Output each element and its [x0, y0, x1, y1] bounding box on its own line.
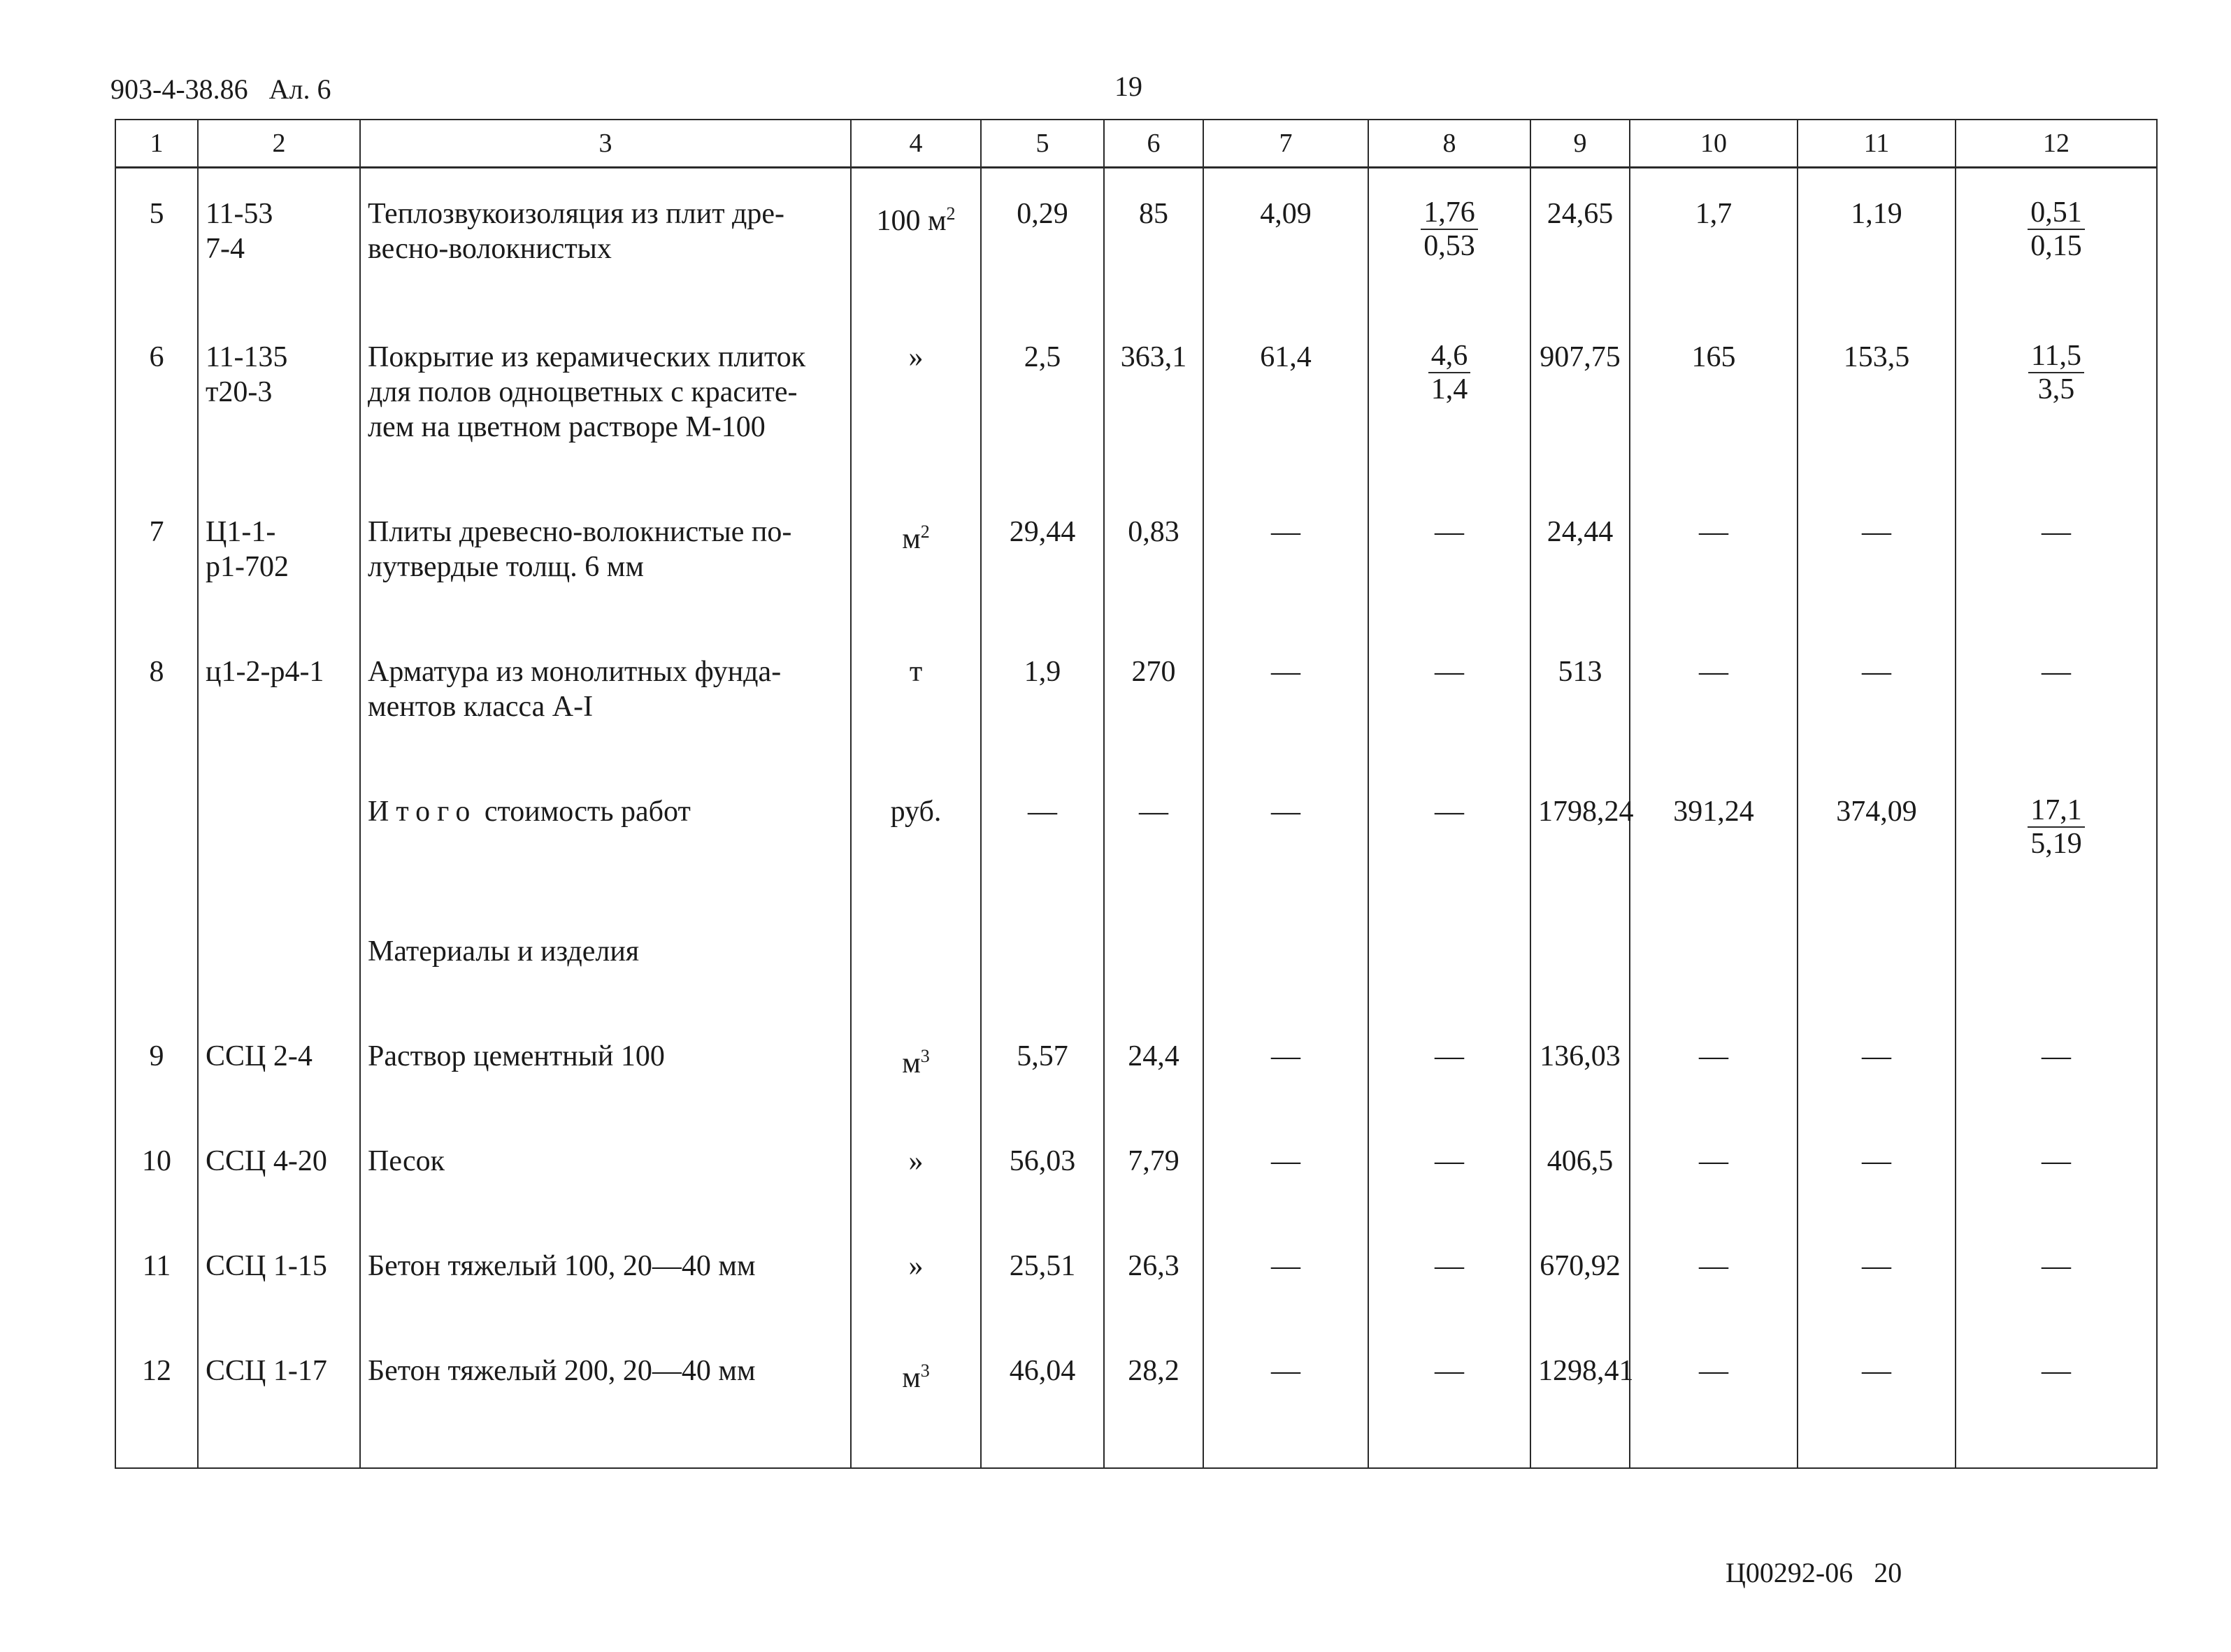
column-number-header	[115, 120, 2157, 168]
table-row	[115, 312, 2157, 487]
total-label: Итого стоимость работ	[360, 766, 851, 906]
col-header: 5	[981, 120, 1104, 168]
col-10: —	[1630, 1116, 1798, 1221]
total-cost: 907,75	[1530, 312, 1630, 487]
rate-code: Ц1-1- р1-702	[198, 487, 360, 626]
col-7: 61,4	[1203, 312, 1368, 487]
col-8	[1368, 168, 1530, 312]
col-7: —	[1203, 1221, 1368, 1326]
total-row	[115, 766, 2157, 906]
quantity: 0,29	[981, 168, 1104, 312]
quantity: 2,5	[981, 312, 1104, 487]
quantity: 56,03	[981, 1116, 1104, 1221]
section-title: Материалы и изделия	[360, 906, 851, 1011]
col-8: —	[1368, 766, 1530, 906]
unit: $м^2$	[851, 487, 981, 626]
col-header: 11	[1798, 120, 1956, 168]
quantity: 1,9	[981, 626, 1104, 766]
material-name: Бетон тяжелый 100, 20—40 мм	[360, 1221, 851, 1326]
col-header: 4	[851, 120, 981, 168]
col-header: 9	[1530, 120, 1630, 168]
col-8: —	[1368, 1326, 1530, 1468]
fraction: $\frac{17,1}{5,19}$	[2028, 794, 2085, 860]
col-10: —	[1630, 1011, 1798, 1116]
row-number: 5	[115, 168, 198, 312]
unit-cost: —	[1104, 766, 1203, 906]
col-7: —	[1203, 1116, 1368, 1221]
col-header: 7	[1203, 120, 1368, 168]
col-11: —	[1798, 487, 1956, 626]
rate-code: 11-135 т20-3	[198, 312, 360, 487]
total-cost: 1798,24	[1530, 766, 1630, 906]
fraction: $\frac{4,6}{1,4}$	[1428, 340, 1471, 405]
row-number: 8	[115, 626, 198, 766]
quantity: 5,57	[981, 1011, 1104, 1116]
rate-code: ССЦ 1-15	[198, 1221, 360, 1326]
col-11: 374,09	[1798, 766, 1956, 906]
row-number: 7	[115, 487, 198, 626]
col-7: 4,09	[1203, 168, 1368, 312]
section-row	[115, 906, 2157, 1011]
material-name: Песок	[360, 1116, 851, 1221]
total-cost: 670,92	[1530, 1221, 1630, 1326]
fraction: $\frac{0,51}{0,15}$	[2028, 196, 2085, 262]
col-header: 8	[1368, 120, 1530, 168]
unit-cost: 26,3	[1104, 1221, 1203, 1326]
row-number: 9	[115, 1011, 198, 1116]
unit: 100 $м^2$	[851, 168, 981, 312]
col-header: 10	[1630, 120, 1798, 168]
rate-code: 11-53 7-4	[198, 168, 360, 312]
col-7: —	[1203, 766, 1368, 906]
rate-code: ССЦ 2-4	[198, 1011, 360, 1116]
table-row	[115, 1116, 2157, 1221]
work-name: Покрытие из керамических плиток для полов одноцветных с красите- лем на цветном растворе М-100	[360, 312, 851, 487]
page-number: 19	[1114, 71, 1142, 102]
estimate-table	[115, 119, 2158, 1469]
col-header: 12	[1956, 120, 2157, 168]
col-header: 6	[1104, 120, 1203, 168]
total-cost: 24,65	[1530, 168, 1630, 312]
rate-code: ССЦ 4-20	[198, 1116, 360, 1221]
table-row	[115, 168, 2157, 312]
unit-cost: 7,79	[1104, 1116, 1203, 1221]
rate-code: ССЦ 1-17	[198, 1326, 360, 1468]
fraction: $\frac{1,76}{0,53}$	[1421, 196, 1478, 262]
unit-cost: 28,2	[1104, 1326, 1203, 1468]
col-11: —	[1798, 1221, 1956, 1326]
col-12: —	[1956, 487, 2157, 626]
total-word: Итого	[368, 795, 478, 828]
col-7: —	[1203, 487, 1368, 626]
col-10: 1,7	[1630, 168, 1798, 312]
col-11: —	[1798, 1011, 1956, 1116]
col-12	[1956, 312, 2157, 487]
col-10: —	[1630, 626, 1798, 766]
table-row	[115, 487, 2157, 626]
table-row	[115, 1221, 2157, 1326]
table-row	[115, 1326, 2157, 1468]
work-name: Плиты древесно-волокнистые по- лутвердые толщ. 6 мм	[360, 487, 851, 626]
unit-cost: 24,4	[1104, 1011, 1203, 1116]
quantity: —	[981, 766, 1104, 906]
col-header: 2	[198, 120, 360, 168]
unit: »	[851, 312, 981, 487]
row-number: 11	[115, 1221, 198, 1326]
unit: $м^3$	[851, 1326, 981, 1468]
col-8: —	[1368, 1221, 1530, 1326]
col-11: —	[1798, 1116, 1956, 1221]
col-12: —	[1956, 1326, 2157, 1468]
col-12	[1956, 168, 2157, 312]
table-row	[115, 626, 2157, 766]
col-10: 391,24	[1630, 766, 1798, 906]
col-10: 165	[1630, 312, 1798, 487]
col-7: —	[1203, 1326, 1368, 1468]
unit: »	[851, 1221, 981, 1326]
col-11: —	[1798, 626, 1956, 766]
material-name: Раствор цементный 100	[360, 1011, 851, 1116]
unit: т	[851, 626, 981, 766]
col-12: —	[1956, 1221, 2157, 1326]
col-12: —	[1956, 1011, 2157, 1116]
col-10: —	[1630, 487, 1798, 626]
table-row	[115, 1011, 2157, 1116]
col-7: —	[1203, 1011, 1368, 1116]
work-name: Арматура из монолитных фунда- ментов класса А-I	[360, 626, 851, 766]
row-number: 10	[115, 1116, 198, 1221]
col-11: 1,19	[1798, 168, 1956, 312]
total-cost: 406,5	[1530, 1116, 1630, 1221]
col-10: —	[1630, 1221, 1798, 1326]
work-name: Теплозвукоизоляция из плит дре- весно-волокнистых	[360, 168, 851, 312]
unit-cost: 270	[1104, 626, 1203, 766]
total-cost: 513	[1530, 626, 1630, 766]
document-code: 903-4-38.86 Ал. 6	[110, 73, 331, 105]
fraction: $\frac{11,5}{3,5}$	[2028, 340, 2084, 405]
col-7: —	[1203, 626, 1368, 766]
col-12	[1956, 766, 2157, 906]
material-name: Бетон тяжелый 200, 20—40 мм	[360, 1326, 851, 1468]
col-8: —	[1368, 487, 1530, 626]
col-8: —	[1368, 626, 1530, 766]
total-cost: 1298,41	[1530, 1326, 1630, 1468]
unit: руб.	[851, 766, 981, 906]
unit: $м^3$	[851, 1011, 981, 1116]
col-11: 153,5	[1798, 312, 1956, 487]
col-10: —	[1630, 1326, 1798, 1468]
col-header: 1	[115, 120, 198, 168]
col-8: —	[1368, 1116, 1530, 1221]
unit-cost: 363,1	[1104, 312, 1203, 487]
col-12: —	[1956, 1116, 2157, 1221]
row-number: 6	[115, 312, 198, 487]
col-8: —	[1368, 1011, 1530, 1116]
col-12: —	[1956, 626, 2157, 766]
footer-code: Ц00292-06 20	[1726, 1557, 1902, 1588]
total-cost: 136,03	[1530, 1011, 1630, 1116]
quantity: 29,44	[981, 487, 1104, 626]
unit-cost: 85	[1104, 168, 1203, 312]
unit: »	[851, 1116, 981, 1221]
col-header: 3	[360, 120, 851, 168]
col-11: —	[1798, 1326, 1956, 1468]
rate-code: ц1-2-р4-1	[198, 626, 360, 766]
quantity: 46,04	[981, 1326, 1104, 1468]
unit-cost: 0,83	[1104, 487, 1203, 626]
total-cost: 24,44	[1530, 487, 1630, 626]
row-number: 12	[115, 1326, 198, 1468]
quantity: 25,51	[981, 1221, 1104, 1326]
col-8	[1368, 312, 1530, 487]
